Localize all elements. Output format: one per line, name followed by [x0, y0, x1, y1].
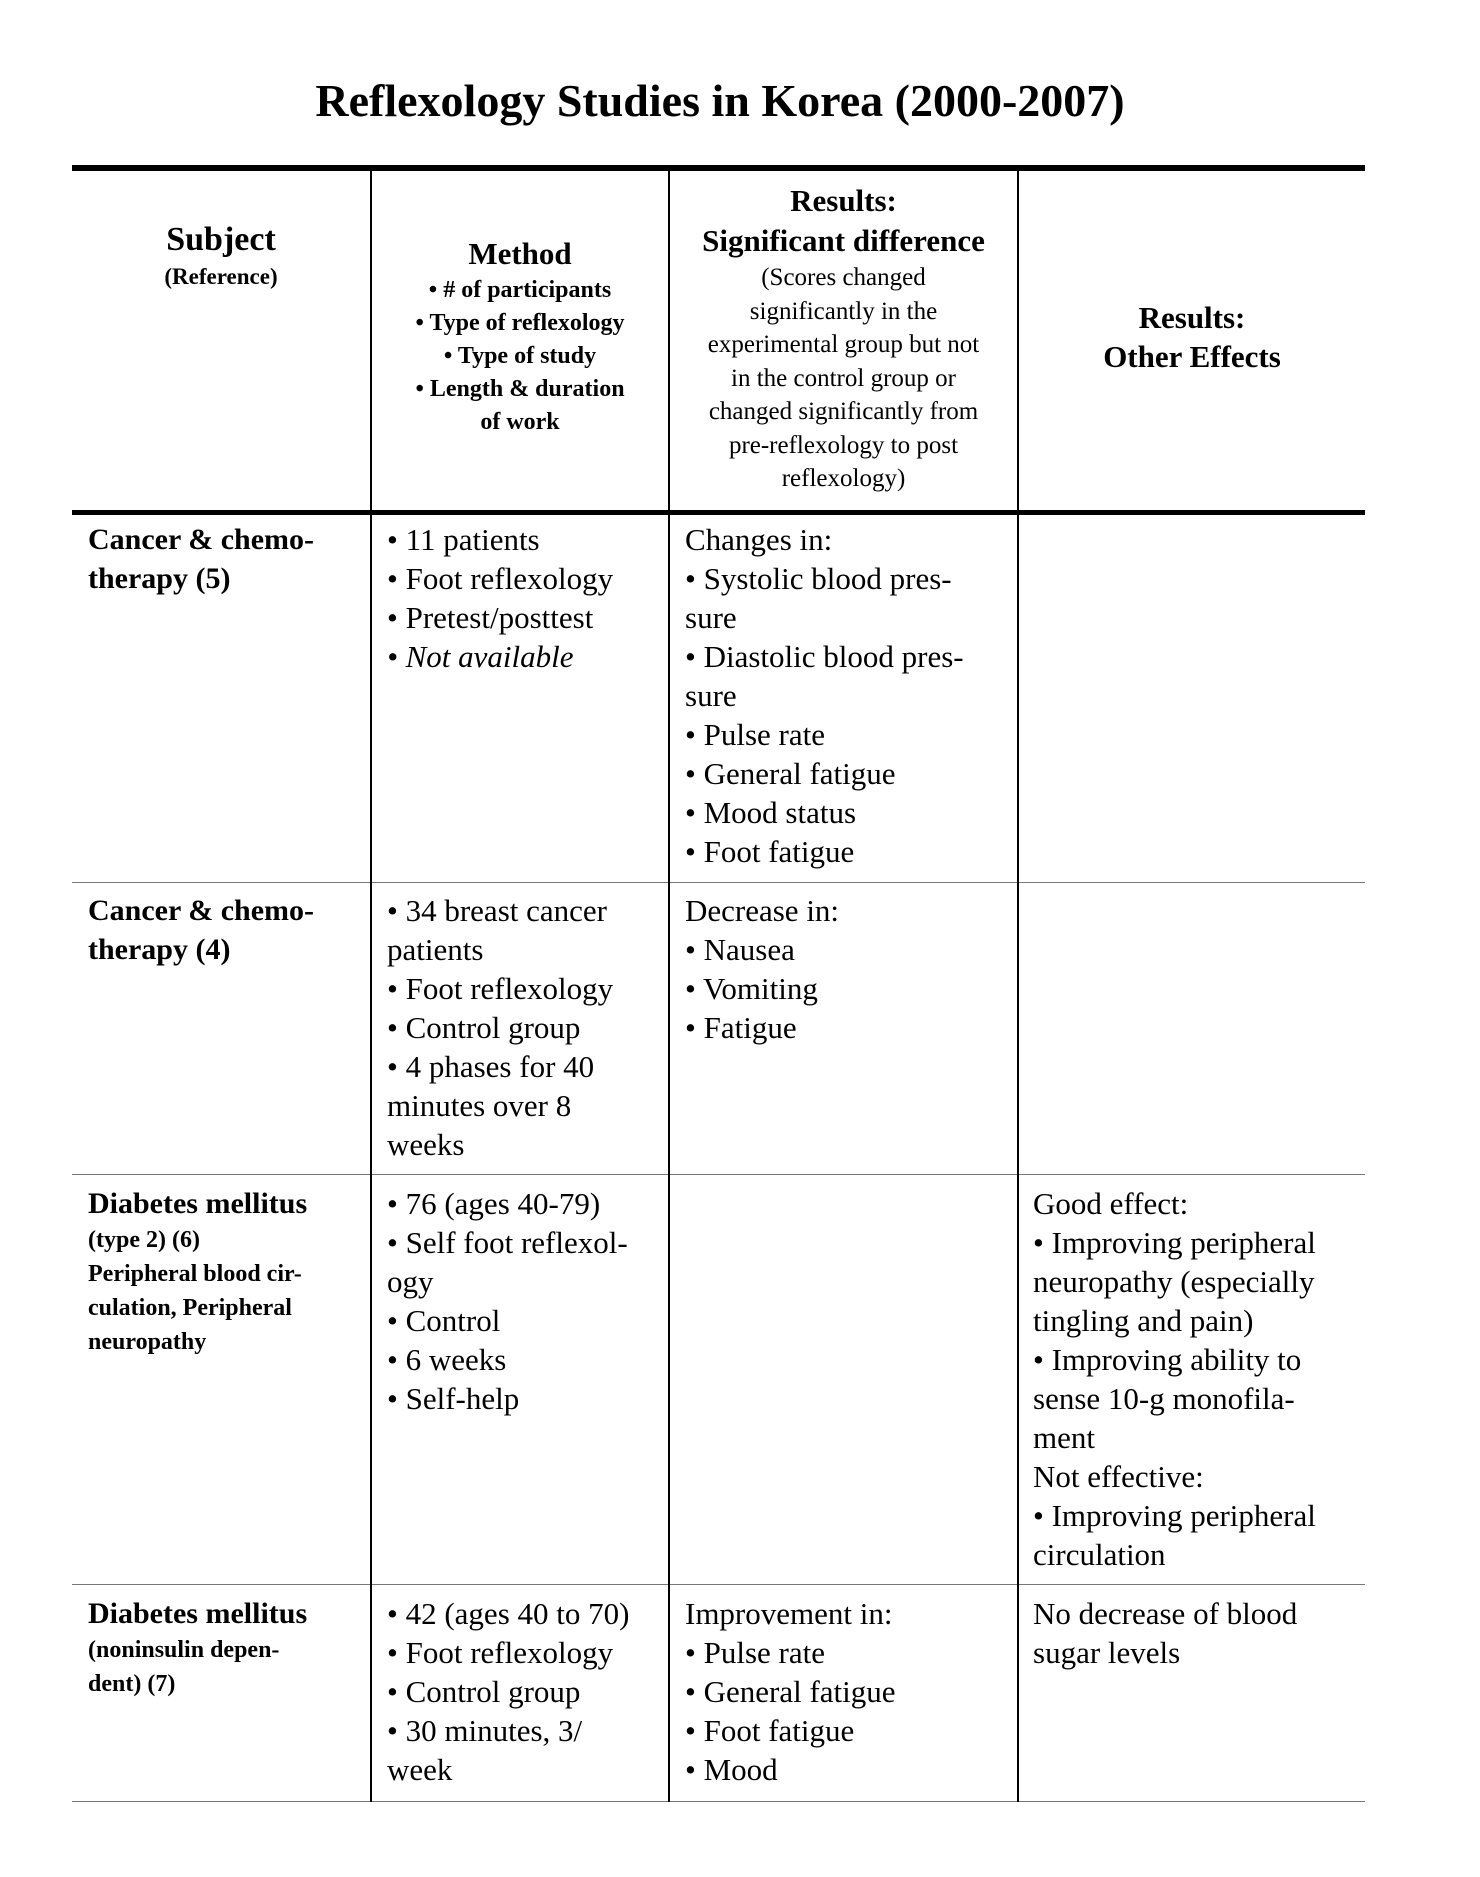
- significant-line: • Mood status: [685, 795, 857, 830]
- header-reference-label: (Reference): [164, 264, 278, 289]
- method-line: • 11 patients: [387, 522, 540, 557]
- method-line: • 4 phases for 40: [387, 1049, 595, 1084]
- method-line: • Foot reflexology: [387, 971, 614, 1006]
- method-line: ogy: [387, 1264, 434, 1299]
- significant-line: Decrease in:: [685, 893, 840, 928]
- other-line: tingling and pain): [1033, 1303, 1254, 1338]
- subject-line: Cancer & chemo-: [88, 894, 315, 927]
- subject-sub-line: culation, Peripheral: [88, 1295, 292, 1321]
- header-method-items: [372, 274, 668, 439]
- row-4-subject: [88, 1594, 368, 1701]
- subject-sub-line: dent) (7): [88, 1671, 176, 1697]
- header-note-line: significantly in the: [749, 297, 938, 325]
- column-divider: [1017, 170, 1019, 1802]
- row-4-other: [1033, 1594, 1363, 1672]
- row-4-significant: [685, 1594, 1015, 1789]
- header-method-item: • Type of reflexology: [415, 310, 625, 336]
- header-method: [372, 234, 668, 439]
- header-significant-title-1: Results:: [790, 183, 897, 218]
- header-note-line: (Scores changed: [761, 264, 926, 291]
- subject-line: Cancer & chemo-: [88, 523, 315, 556]
- row-2-subject: [88, 891, 368, 969]
- method-line: • Self-help: [387, 1381, 520, 1416]
- subject-sub-line: (noninsulin depen-: [88, 1637, 280, 1663]
- row-divider: [72, 1174, 1365, 1175]
- method-line: • 42 (ages 40 to 70): [387, 1596, 630, 1631]
- other-line: • Improving peripheral: [1033, 1498, 1316, 1533]
- top-rule: [72, 165, 1365, 171]
- method-line: weeks: [387, 1127, 465, 1162]
- row-3-method: [387, 1184, 667, 1418]
- row-1-significant: [685, 520, 1015, 871]
- header-rule: [72, 510, 1365, 515]
- significant-line: • Pulse rate: [685, 1635, 825, 1670]
- method-line: patients: [387, 932, 484, 967]
- subject-sub-line: Peripheral blood cir-: [88, 1261, 302, 1287]
- subject-line: therapy (5): [88, 562, 231, 595]
- row-4-method: [387, 1594, 667, 1789]
- method-line: • Control: [387, 1303, 501, 1338]
- other-line: ment: [1033, 1420, 1095, 1455]
- row-divider: [72, 1584, 1365, 1585]
- subject-sub-line: (type 2) (6): [88, 1227, 200, 1253]
- header-significant-title-2: Significant difference: [702, 223, 985, 258]
- other-line: Not effective:: [1033, 1459, 1204, 1494]
- method-line: • 6 weeks: [387, 1342, 507, 1377]
- other-line: sense 10-g monofila-: [1033, 1381, 1295, 1416]
- header-note-line: experimental group but not: [707, 331, 980, 358]
- header-note-line: in the control group or: [731, 364, 956, 392]
- other-line: • Improving ability to: [1033, 1342, 1302, 1377]
- method-line: • 30 minutes, 3/: [387, 1713, 583, 1748]
- header-method-item: • # of participants: [428, 277, 612, 303]
- method-line: minutes over 8: [387, 1088, 572, 1123]
- significant-line: • Vomiting: [685, 971, 818, 1006]
- page-title: Reflexology Studies in Korea (2000-2007): [315, 75, 1125, 126]
- row-1-method: [387, 520, 667, 676]
- significant-line: Changes in:: [685, 522, 833, 557]
- significant-line: • Diastolic blood pres-: [685, 639, 964, 674]
- significant-line: Improvement in:: [685, 1596, 893, 1631]
- row-2-method: [387, 891, 667, 1164]
- header-method-item: • Type of study: [443, 343, 597, 369]
- header-other: [1019, 298, 1365, 376]
- header-note-line: pre-reflexology to post: [728, 431, 959, 459]
- method-line: • Control group: [387, 1674, 581, 1709]
- method-line: • 34 breast cancer: [387, 893, 607, 928]
- row-3-other: [1033, 1184, 1363, 1574]
- subject-line: Diabetes mellitus: [88, 1187, 308, 1220]
- other-line: Good effect:: [1033, 1186, 1189, 1221]
- header-significant: [670, 181, 1017, 496]
- significant-line: sure: [685, 678, 737, 713]
- other-line: No decrease of blood: [1033, 1596, 1298, 1631]
- method-line: • Pretest/posttest: [387, 600, 594, 635]
- subject-line: Diabetes mellitus: [88, 1597, 308, 1630]
- significant-line: • Foot fatigue: [685, 834, 855, 869]
- header-subject-label: Subject: [166, 221, 276, 258]
- other-line: neuropathy (especially: [1033, 1264, 1315, 1299]
- significant-line: • General fatigue: [685, 756, 896, 791]
- header-subject: [72, 220, 370, 293]
- header-other-title-1: Results:: [1138, 300, 1246, 335]
- header-method-item: • Length & duration: [415, 376, 625, 402]
- significant-line: • Nausea: [685, 932, 795, 967]
- other-line: circulation: [1033, 1537, 1166, 1572]
- header-method-item: of work: [480, 409, 560, 435]
- significant-line: • General fatigue: [685, 1674, 896, 1709]
- subject-sub-line: neuropathy: [88, 1329, 207, 1355]
- method-line: • Foot reflexology: [387, 561, 614, 596]
- significant-line: • Mood: [685, 1752, 778, 1787]
- other-line: • Improving peripheral: [1033, 1225, 1316, 1260]
- method-line: • Not available: [387, 639, 574, 674]
- method-line: • Control group: [387, 1010, 581, 1045]
- significant-line: • Fatigue: [685, 1010, 797, 1045]
- significant-line: • Pulse rate: [685, 717, 825, 752]
- method-line: • Self foot reflexol-: [387, 1225, 628, 1260]
- significant-line: sure: [685, 600, 737, 635]
- method-line: • Foot reflexology: [387, 1635, 614, 1670]
- header-note-line: reflexology): [781, 465, 906, 492]
- header-significant-note: [670, 261, 1017, 496]
- row-1-subject: [88, 520, 368, 598]
- subject-line: therapy (4): [88, 933, 231, 966]
- row-divider: [72, 882, 1365, 883]
- significant-line: • Foot fatigue: [685, 1713, 855, 1748]
- significant-line: • Systolic blood pres-: [685, 561, 952, 596]
- method-line: • 76 (ages 40-79): [387, 1186, 601, 1221]
- bottom-rule: [72, 1801, 1365, 1802]
- row-2-significant: [685, 891, 1015, 1047]
- row-3-subject: [88, 1184, 368, 1359]
- header-note-line: changed significantly from: [708, 398, 979, 425]
- method-line: week: [387, 1752, 453, 1787]
- header-method-label: Method: [468, 236, 572, 271]
- other-line: sugar levels: [1033, 1635, 1181, 1670]
- header-other-title-2: Other Effects: [1103, 339, 1281, 374]
